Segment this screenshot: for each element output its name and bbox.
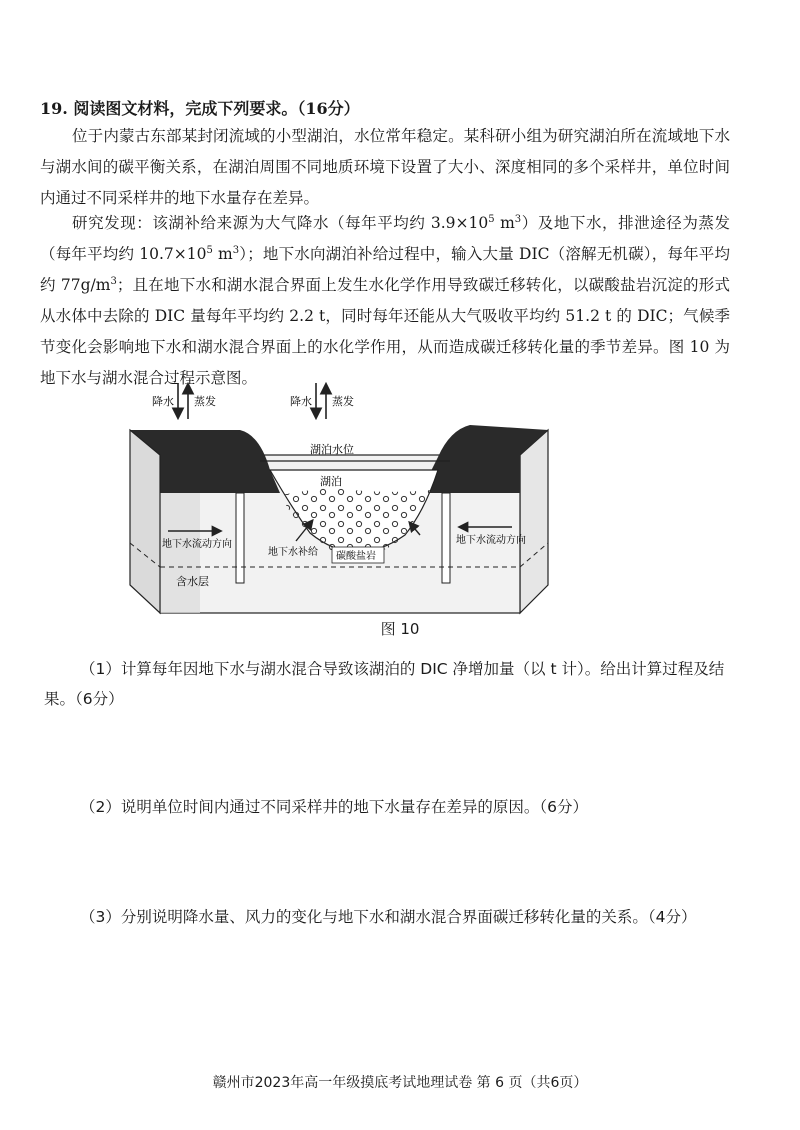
gw-recharge-label: 地下水补给	[268, 547, 318, 558]
figure-caption: 图 10	[380, 620, 420, 638]
aquifer-label: 含水层	[176, 575, 209, 588]
sub-question-3: （3）分别说明降水量、风力的变化与地下水和湖水混合界面碳迁移转化量的关系。（4分）	[80, 908, 697, 926]
question-title: 19. 阅读图文材料，完成下列要求。（16分）	[40, 99, 360, 118]
material-paragraph-2: 研究发现：该湖补给来源为大气降水（每年平均约 $3.9\times 10^5$ $m^3$）及地下水，排泄途径为蒸发（每年平均约 $10.7\times 10^5$ $m^3$）；地下水向湖泊补给过程中，输入大量 DIC（溶解无机碳），每年平均约 $77g/m^3$；且在地下水和湖水混合界面上发生水化学作用导致碳迁移转化，以碳酸盐岩沉淀的形式从水体中去除的 DIC 量每年平均约 2.2 t，同时每年还能从大气吸收平均约 51.2 t 的 DIC；气候季节变化会影响地下水和湖水混合界面上的水化学作用，从而造成碳迁移转化量的季节差异。图 10 为地下水与湖水混合过程示意图。	[40, 213, 731, 387]
lake-groundwater-diagram	[120, 375, 580, 625]
page-footer: 赣州市2023年高一年级摸底考试地理试卷 第 6 页（共6页）	[212, 1075, 588, 1091]
precip-evap-right	[290, 383, 354, 419]
gw-flow-right-label: 地下水流动方向	[456, 535, 526, 546]
material-paragraph-1: 位于内蒙古东部某封闭流域的小型湖泊，水位常年稳定。某科研小组为研究湖泊所在流域地下水与湖水间的碳平衡关系，在湖泊周围不同地质环境下设置了大小、深度相同的多个采样井，单位时间内通过不同采样井的地下水量存在差异。	[40, 127, 730, 207]
block-left-face	[130, 430, 160, 613]
rain-right-label: 降水	[290, 395, 312, 408]
evap-right-label: 蒸发	[332, 395, 354, 408]
sub-question-2: （2）说明单位时间内通过不同采样井的地下水量存在差异的原因。（6分）	[80, 798, 588, 816]
lake-label: 湖泊	[320, 475, 342, 488]
sampling-well-left	[236, 493, 244, 583]
precip-evap-left	[152, 383, 216, 419]
lake-level-label: 湖泊水位	[310, 443, 354, 456]
sampling-well-right	[442, 493, 450, 583]
sub-question-1: （1）计算每年因地下水与湖水混合导致该湖泊的 DIC 净增加量（以 t 计）。给出计算过程及结果。（6分）	[44, 660, 725, 708]
carbonate-label: 碳酸盐岩	[336, 551, 376, 562]
rain-left-label: 降水	[152, 395, 174, 408]
evap-left-label: 蒸发	[194, 395, 216, 408]
block-side-face	[520, 430, 548, 613]
gw-flow-left-label: 地下水流动方向	[162, 539, 232, 550]
